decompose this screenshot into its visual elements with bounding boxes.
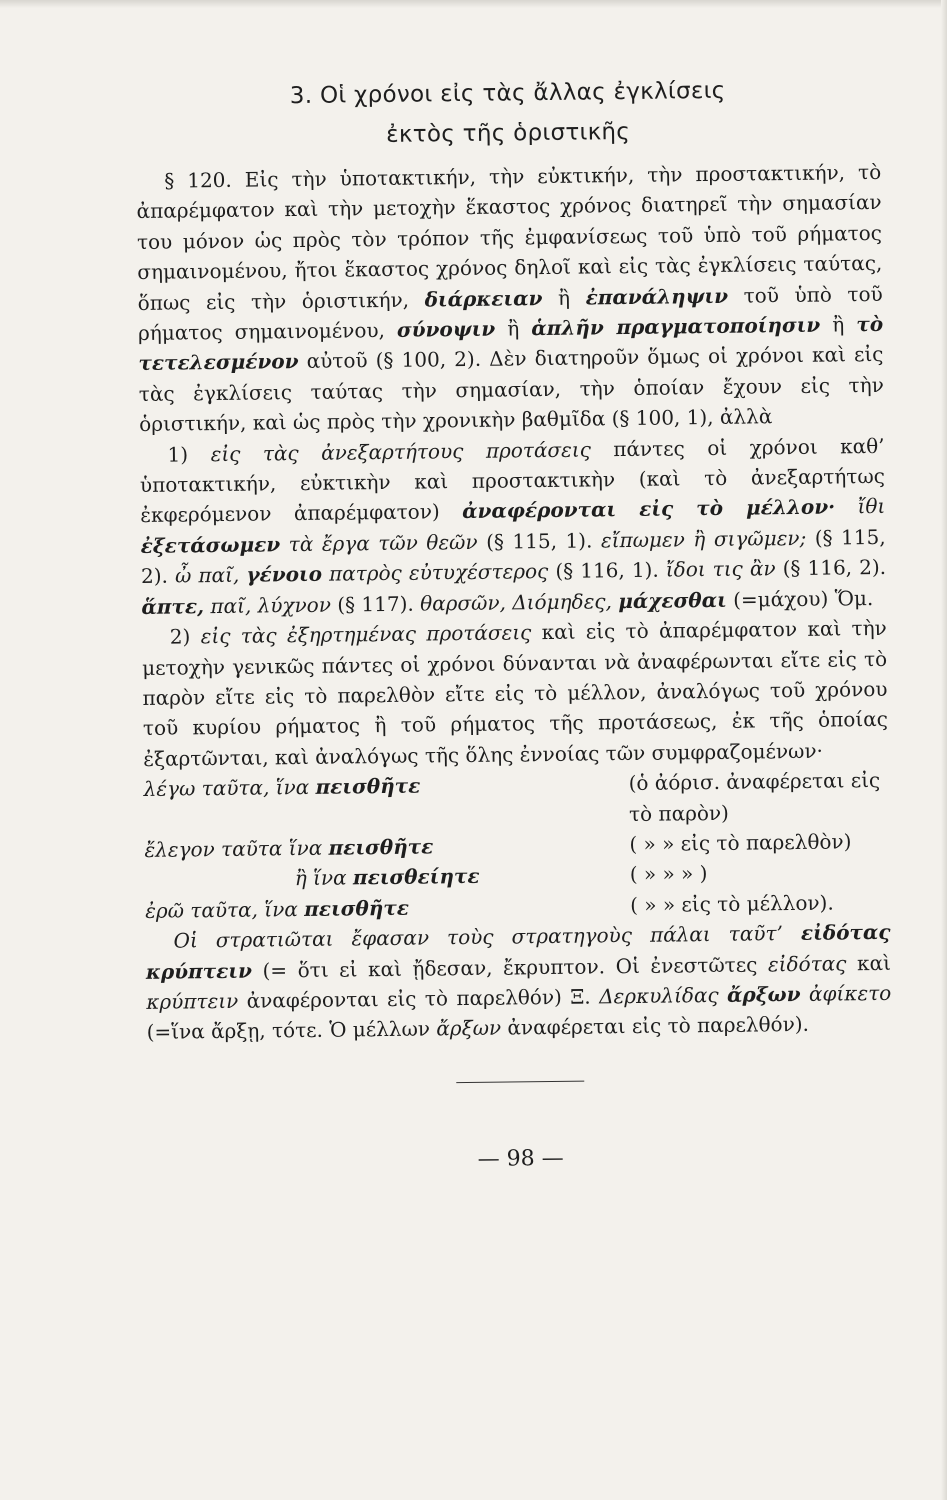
text-run: ἢ — [557, 285, 571, 310]
reference: (=μάχου) Ὅμ. — [732, 585, 874, 612]
example-bold: πεισθῆτε — [328, 834, 434, 860]
term-bold: σύνοψιν — [396, 316, 496, 342]
point-1-paragraph — [139, 431, 886, 623]
example-bold: γένοιο — [246, 562, 323, 587]
example-italic: εἴπωμεν ἢ σιγῶμεν; — [600, 525, 807, 553]
example-italic: πατρὸς εὐτυχέστερος — [328, 559, 549, 586]
point-number: 1) — [167, 442, 189, 467]
text-run: ἀναφέρεται εἰς τὸ παρελθόν). — [507, 1012, 810, 1040]
examples-table — [143, 765, 890, 926]
book-page — [135, 71, 893, 1179]
text-run: καὶ — [856, 950, 891, 975]
text-run: ἢ — [507, 316, 520, 341]
reference: (§ 115, 1). — [485, 528, 593, 554]
example-italic: ἀφίκετο — [808, 980, 892, 1006]
example-bold: μάχεσθαι — [618, 587, 727, 613]
page-edge-shadow — [0, 0, 947, 8]
example-note: ( » » εἰς τὸ μέλλον). — [629, 890, 834, 917]
example-italic: ἴθι — [857, 494, 886, 519]
point-2-paragraph — [142, 613, 889, 774]
example-note: ( » » » ) — [629, 861, 708, 887]
example-italic: ἄρξων — [436, 1015, 502, 1041]
example-italic: ἔλεγον ταῦτα ἵνα — [144, 835, 323, 862]
section-heading: 3. Οἱ χρόνοι εἰς τὰς ἄλλας ἐγκλίσεις — [289, 77, 726, 110]
term-bold: ἁπλῆν πραγματοποίησιν — [531, 312, 821, 341]
section-subheading: ἐκτὸς τῆς ὁριστικῆς — [386, 118, 631, 148]
example-italic: τὰ ἔργα τῶν θεῶν — [288, 529, 478, 557]
paragraph-120 — [136, 157, 884, 440]
example-italic: ὦ παῖ, — [174, 563, 240, 588]
text-run: τοῦ ὑπὸ τοῦ ρήματος σημαινομένου, — [137, 281, 883, 346]
text-run: (=ἵνα ἄρξῃ, τότε. Ὁ μέλλων — [146, 1016, 431, 1045]
example-bold: ἐξετάσωμεν — [140, 532, 281, 558]
term-bold: τὸ τετελεσμένον — [138, 311, 884, 376]
example-bold: ἅπτε, — [141, 593, 205, 619]
reference: (§ 115, 2). — [140, 524, 886, 589]
term-bold: ἀναφέρονται εἰς τὸ μέλλον· — [462, 494, 836, 524]
term-bold: ἐπανάληψιν — [585, 283, 729, 310]
text-run: αὐτοῦ (§ 100, 2). Δὲν διατηροῦν ὅμως οἱ χρόνοι καὶ εἰς τὰς ἐγκλίσεις ταύτας τὴν σημασίαν, τὴν ὁποίαν ἔχουν εἰς τὴν ὁριστικήν, καὶ ὡς πρὸς τὴν χρονικὴν βαθμῖδα (§ 100, 1), ἀλλὰ — [138, 342, 884, 437]
text-run: § 120. Εἰς τὴν ὑποτακτικήν, τὴν εὐκτικήν, τὴν προστακτικήν, τὸ ἀπαρέμφατον καὶ τὴν μετοχὴν ἕκαστος χρόνος διατηρεῖ τὴν σημασίαν του μόνον ὡς πρὸς τὸν τρόπον τῆς ἐμφανίσεως τοῦ ὑπὸ τοῦ ρήματος σημαινομένου, ἤτοι ἕκαστος χρόνος δηλοῖ καὶ εἰς τὰς ἐγκλίσεις ταύτας, ὅπως εἰς τὴν ὁριστικήν, — [136, 159, 883, 315]
example-italic: ἴδοι τις ἂν — [665, 556, 776, 582]
text-run: καὶ εἰς τὸ ἀπαρέμφατον καὶ τὴν μετοχὴν γενικῶς πάντες οἱ χρόνοι δύνανται νὰ ἀναφέρωνται εἴτε εἰς τὸ παρὸν εἴτε εἰς τὸ παρελθὸν εἴτε εἰς τὸ μέλλον, ἀναλόγως τοῦ χρόνου τοῦ κυρίου ρήματος ἢ τοῦ ρήματος τῆς προτάσεως, ἐκ τῆς ὁποίας ἐξαρτῶνται, καὶ ἀναλόγως τῆς ὅλης ἐννοίας τῶν συμφραζομένων· — [142, 615, 889, 771]
reference: (§ 116, 1). — [555, 557, 659, 584]
closing-paragraph — [145, 917, 891, 1048]
example-bold: πεισθῆτε — [304, 895, 410, 921]
term-bold: διάρκειαν — [424, 285, 543, 312]
reference: (§ 116, 2). — [782, 555, 887, 581]
example-note: ( » » εἰς τὸ παρελθὸν) — [629, 829, 852, 856]
example-note: (ὁ ἀόρισ. ἀναφέρεται εἰς τὸ παρὸν) — [628, 768, 881, 826]
page-number: — 98 — — [477, 1145, 564, 1172]
reference: (§ 117). — [337, 591, 414, 617]
example-italic: κρύπτειν — [146, 988, 239, 1014]
italic-run: εἰς τὰς ἐξηρτημένας προτάσεις — [200, 620, 532, 649]
section-body — [136, 157, 892, 1048]
example-italic: Δερκυλίδας — [598, 982, 719, 1009]
example-left — [143, 768, 629, 835]
example-italic: ἢ ἵνα — [294, 865, 347, 891]
example-bold: ἄρξων — [726, 981, 801, 1007]
text-run: ἀναφέρονται εἰς τὸ παρελθόν) Ξ. — [246, 984, 591, 1013]
italic-run: εἰς τὰς ἀνεξαρτήτους προτάσεις — [210, 437, 591, 466]
example-bold: πεισθῆτε — [315, 773, 421, 799]
example-row — [143, 765, 889, 835]
point-number: 2) — [169, 624, 191, 649]
footnote-rule — [456, 1080, 584, 1083]
page-edge-shadow-right — [941, 0, 947, 1500]
example-bold: πεισθείητε — [352, 864, 480, 890]
text-run: ἢ — [832, 312, 845, 337]
example-italic: Οἱ στρατιῶται ἔφασαν τοὺς στρατηγοὺς πάλαι ταῦτ’ — [173, 921, 784, 953]
example-italic: ἐρῶ ταῦτα, ἵνα — [145, 896, 298, 923]
example-italic: λέγω ταῦτα, ἵνα — [143, 775, 310, 802]
text-run: (= ὅτι εἰ καὶ ᾔδεσαν, ἔκρυπτον. Οἱ ἐνεστῶτες — [262, 952, 758, 983]
example-italic: θαρσῶν, Διόμηδες, — [419, 588, 613, 616]
text-run: πάντες οἱ χρόνοι καθ’ ὑποτακτικήν, εὐκτικὴν καὶ προστακτικὴν (καὶ τὸ ἀνεξαρτήτως ἐκφερόμενον ἀπαρέμφατον) — [139, 433, 886, 528]
example-italic: εἰδότας — [767, 950, 847, 976]
example-bold: εἰδότας κρύπτειν — [145, 919, 891, 984]
example-italic: παῖ, λύχνον — [210, 592, 332, 618]
